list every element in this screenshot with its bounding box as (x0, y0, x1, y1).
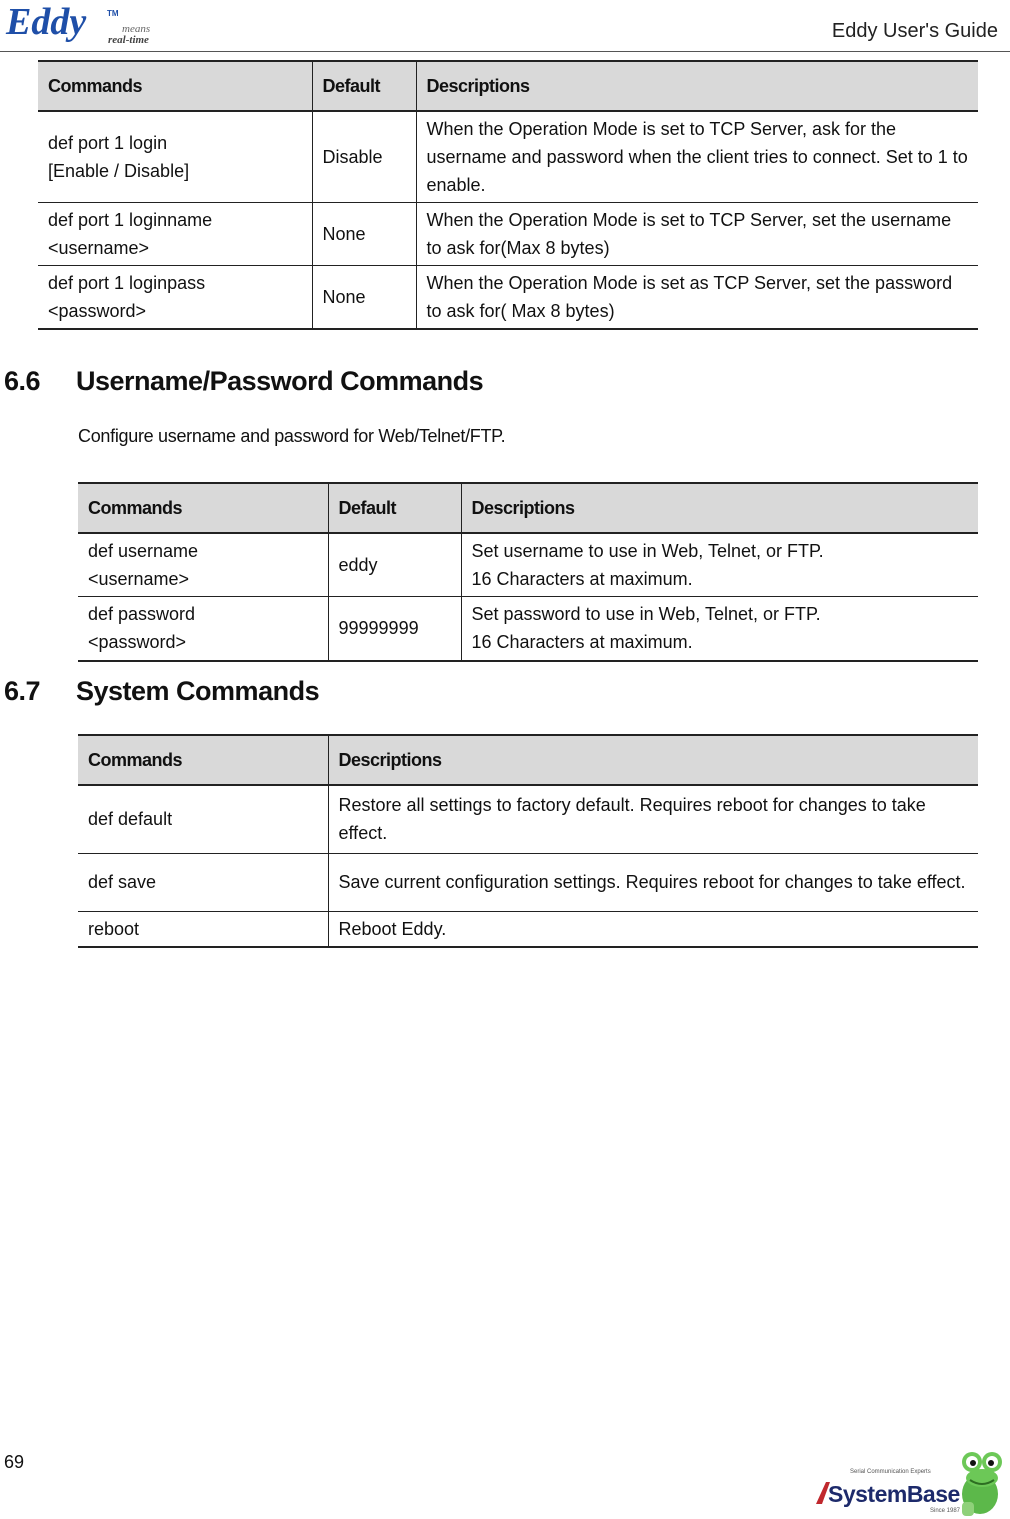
command-cell: def port 1 loginpass <password> (38, 266, 312, 330)
eddy-logo (4, 2, 164, 46)
column-header: Descriptions (461, 483, 978, 533)
system-commands-table (78, 734, 978, 948)
description-cell: When the Operation Mode is set to TCP Server, ask for the username and password when the client tries to connect. Set to 1 to enable. (416, 111, 978, 203)
section-heading-6-7 (4, 676, 319, 707)
default-cell: None (312, 266, 416, 330)
column-header: Default (312, 61, 416, 111)
guide-title: Eddy User's Guide (831, 20, 998, 42)
default-cell: Disable (312, 111, 416, 203)
table-row (78, 533, 978, 597)
description-cell: Reboot Eddy. (328, 911, 978, 947)
svg-text:real-time: real-time (108, 34, 149, 46)
table-header-row (78, 735, 978, 785)
column-header: Descriptions (328, 735, 978, 785)
column-header: Commands (38, 61, 312, 111)
command-cell: def password <password> (78, 597, 328, 661)
svg-text:means: means (122, 23, 151, 35)
command-cell: reboot (78, 911, 328, 947)
command-cell: def port 1 loginname <username> (38, 203, 312, 266)
column-header: Commands (78, 483, 328, 533)
command-cell: def default (78, 785, 328, 853)
column-header: Default (328, 483, 461, 533)
systembase-logo (812, 1444, 1010, 1519)
page-header (0, 0, 1010, 52)
brand-tagline: Serial Communication Experts (850, 1469, 931, 1475)
table-row (78, 853, 978, 911)
frog-mascot-icon (962, 1452, 1002, 1516)
column-header: Commands (78, 735, 328, 785)
table-row (78, 597, 978, 661)
section-heading-6-6 (4, 366, 483, 397)
table-header-row (38, 61, 978, 111)
login-commands-table (38, 60, 978, 330)
username-password-table (78, 482, 978, 662)
section-number: 6.6 (4, 366, 41, 396)
table-row (38, 111, 978, 203)
description-cell: Save current configuration settings. Requires reboot for changes to take effect. (328, 853, 978, 911)
svg-text:TM: TM (107, 9, 119, 18)
brand-name: SystemBase (828, 1481, 960, 1507)
section-title: Username/Password Commands (76, 366, 484, 396)
column-header: Descriptions (416, 61, 978, 111)
brand-since: Since 1987 (930, 1508, 961, 1514)
logo-wordmark: Eddy (6, 2, 87, 43)
description-cell: Set username to use in Web, Telnet, or FTP. 16 Characters at maximum. (461, 533, 978, 597)
table-header-row (78, 483, 978, 533)
table-row (38, 266, 978, 330)
section-intro: Configure username and password for Web/Telnet/FTP. (78, 426, 506, 446)
default-cell: eddy (328, 533, 461, 597)
header-divider (0, 51, 1010, 52)
table-row (78, 911, 978, 947)
description-cell: Restore all settings to factory default. Requires reboot for changes to take effect. (328, 785, 978, 853)
section-title: System Commands (76, 676, 320, 706)
command-cell: def save (78, 853, 328, 911)
page-number: 69 (4, 1452, 25, 1472)
default-cell: None (312, 203, 416, 266)
description-cell: Set password to use in Web, Telnet, or FTP. 16 Characters at maximum. (461, 597, 978, 661)
table-row (38, 203, 978, 266)
section-number: 6.7 (4, 676, 41, 706)
table-row (78, 785, 978, 853)
description-cell: When the Operation Mode is set to TCP Server, set the username to ask for(Max 8 bytes) (416, 203, 978, 266)
command-cell: def port 1 login [Enable / Disable] (38, 111, 312, 203)
default-cell: 99999999 (328, 597, 461, 661)
description-cell: When the Operation Mode is set as TCP Server, set the password to ask for( Max 8 bytes) (416, 266, 978, 330)
command-cell: def username <username> (78, 533, 328, 597)
